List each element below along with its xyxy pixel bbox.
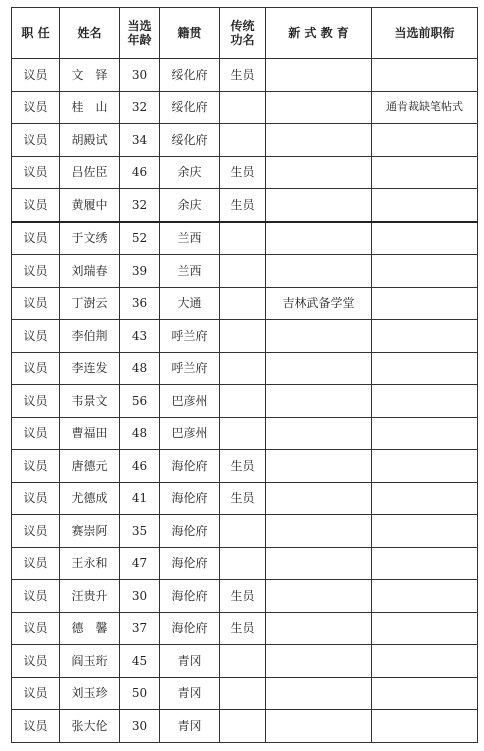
cell-education	[266, 515, 372, 548]
cell-name: 李连发	[60, 352, 120, 385]
cell-title: 生员	[220, 59, 266, 92]
cell-position: 议员	[12, 156, 60, 189]
cell-previous-post	[372, 547, 478, 580]
table-body	[12, 59, 478, 743]
cell-position: 议员	[12, 515, 60, 548]
table-header	[12, 8, 478, 59]
cell-title	[220, 710, 266, 743]
header-position: 职 任	[12, 8, 60, 59]
cell-name: 黄履中	[60, 189, 120, 222]
cell-age: 32	[120, 189, 160, 222]
cell-education	[266, 417, 372, 450]
cell-age: 32	[120, 91, 160, 124]
table-row	[12, 515, 478, 548]
cell-name: 尤德成	[60, 482, 120, 515]
cell-title	[220, 515, 266, 548]
cell-previous-post	[372, 417, 478, 450]
table-row	[12, 385, 478, 418]
cell-position: 议员	[12, 255, 60, 288]
cell-age: 41	[120, 482, 160, 515]
cell-education	[266, 255, 372, 288]
cell-name: 唐德元	[60, 450, 120, 483]
cell-origin: 海伦府	[160, 450, 220, 483]
cell-position: 议员	[12, 547, 60, 580]
table-row	[12, 287, 478, 320]
cell-position: 议员	[12, 710, 60, 743]
cell-origin: 余庆	[160, 189, 220, 222]
cell-previous-post	[372, 450, 478, 483]
cell-name: 阎玉珩	[60, 645, 120, 678]
cell-name: 曹福田	[60, 417, 120, 450]
cell-name: 胡殿试	[60, 124, 120, 157]
cell-origin: 巴彦州	[160, 385, 220, 418]
cell-origin: 巴彦州	[160, 417, 220, 450]
cell-age: 47	[120, 547, 160, 580]
cell-previous-post	[372, 482, 478, 515]
table-row	[12, 320, 478, 353]
cell-title: 生员	[220, 156, 266, 189]
cell-origin: 青冈	[160, 645, 220, 678]
table-row	[12, 417, 478, 450]
cell-name: 汪贵升	[60, 580, 120, 613]
cell-name: 文 铎	[60, 59, 120, 92]
cell-education	[266, 59, 372, 92]
cell-position: 议员	[12, 287, 60, 320]
header-title-line2: 功名	[230, 33, 255, 47]
cell-title	[220, 124, 266, 157]
header-row	[12, 8, 478, 59]
cell-title: 生员	[220, 189, 266, 222]
cell-previous-post	[372, 222, 478, 255]
cell-name: 王永和	[60, 547, 120, 580]
table-row	[12, 710, 478, 743]
cell-age: 48	[120, 417, 160, 450]
table-row	[12, 255, 478, 288]
cell-education	[266, 385, 372, 418]
header-origin: 籍贯	[160, 8, 220, 59]
table-row	[12, 450, 478, 483]
cell-origin: 海伦府	[160, 482, 220, 515]
cell-title	[220, 547, 266, 580]
cell-title	[220, 677, 266, 710]
cell-name: 刘瑞春	[60, 255, 120, 288]
cell-origin: 兰西	[160, 255, 220, 288]
cell-age: 34	[120, 124, 160, 157]
cell-previous-post	[372, 352, 478, 385]
cell-position: 议员	[12, 189, 60, 222]
cell-origin: 呼兰府	[160, 352, 220, 385]
cell-position: 议员	[12, 450, 60, 483]
cell-previous-post: 通肯裁缺笔帖式	[372, 91, 478, 124]
header-title-line1: 传统	[230, 19, 255, 33]
cell-previous-post	[372, 124, 478, 157]
cell-previous-post	[372, 189, 478, 222]
cell-previous-post	[372, 612, 478, 645]
cell-position: 议员	[12, 91, 60, 124]
cell-education	[266, 320, 372, 353]
cell-education	[266, 580, 372, 613]
cell-position: 议员	[12, 59, 60, 92]
cell-name: 刘玉珍	[60, 677, 120, 710]
cell-previous-post	[372, 320, 478, 353]
cell-education	[266, 222, 372, 255]
cell-previous-post	[372, 59, 478, 92]
table-row	[12, 482, 478, 515]
cell-name: 于文绣	[60, 222, 120, 255]
cell-origin: 绥化府	[160, 59, 220, 92]
cell-origin: 呼兰府	[160, 320, 220, 353]
cell-title	[220, 320, 266, 353]
cell-previous-post	[372, 255, 478, 288]
cell-age: 30	[120, 710, 160, 743]
member-table	[11, 7, 478, 743]
cell-title	[220, 385, 266, 418]
table-row	[12, 189, 478, 222]
table-row	[12, 580, 478, 613]
cell-origin: 海伦府	[160, 612, 220, 645]
cell-education	[266, 677, 372, 710]
cell-position: 议员	[12, 677, 60, 710]
cell-age: 56	[120, 385, 160, 418]
cell-previous-post	[372, 287, 478, 320]
table-row	[12, 612, 478, 645]
cell-title: 生员	[220, 450, 266, 483]
cell-origin: 海伦府	[160, 515, 220, 548]
cell-title	[220, 645, 266, 678]
cell-age: 30	[120, 580, 160, 613]
cell-position: 议员	[12, 352, 60, 385]
cell-education	[266, 189, 372, 222]
header-previous-post: 当选前职衔	[372, 8, 478, 59]
cell-age: 37	[120, 612, 160, 645]
cell-origin: 海伦府	[160, 547, 220, 580]
cell-age: 43	[120, 320, 160, 353]
table-row	[12, 352, 478, 385]
cell-education: 吉林武备学堂	[266, 287, 372, 320]
cell-age: 52	[120, 222, 160, 255]
header-age-line2: 年龄	[127, 33, 152, 47]
cell-title	[220, 287, 266, 320]
cell-previous-post	[372, 580, 478, 613]
cell-education	[266, 547, 372, 580]
cell-position: 议员	[12, 580, 60, 613]
cell-education	[266, 450, 372, 483]
cell-age: 50	[120, 677, 160, 710]
cell-name: 吕佐臣	[60, 156, 120, 189]
cell-education	[266, 124, 372, 157]
cell-education	[266, 482, 372, 515]
table-row	[12, 677, 478, 710]
header-age	[120, 8, 160, 59]
cell-position: 议员	[12, 645, 60, 678]
cell-title	[220, 255, 266, 288]
cell-name: 桂 山	[60, 91, 120, 124]
cell-origin: 余庆	[160, 156, 220, 189]
cell-previous-post	[372, 515, 478, 548]
table-row	[12, 222, 478, 255]
page	[11, 7, 478, 743]
cell-title	[220, 417, 266, 450]
cell-position: 议员	[12, 385, 60, 418]
cell-education	[266, 91, 372, 124]
cell-title: 生员	[220, 612, 266, 645]
table-row	[12, 59, 478, 92]
cell-age: 48	[120, 352, 160, 385]
cell-education	[266, 612, 372, 645]
cell-origin: 兰西	[160, 222, 220, 255]
cell-previous-post	[372, 710, 478, 743]
cell-origin: 绥化府	[160, 124, 220, 157]
cell-education	[266, 645, 372, 678]
cell-age: 46	[120, 156, 160, 189]
cell-name: 李伯荆	[60, 320, 120, 353]
header-name: 姓名	[60, 8, 120, 59]
cell-name: 德 馨	[60, 612, 120, 645]
cell-position: 议员	[12, 222, 60, 255]
cell-origin: 绥化府	[160, 91, 220, 124]
table-row	[12, 124, 478, 157]
header-education: 新 式 教 育	[266, 8, 372, 59]
cell-title: 生员	[220, 580, 266, 613]
cell-previous-post	[372, 385, 478, 418]
cell-position: 议员	[12, 417, 60, 450]
table-row	[12, 156, 478, 189]
cell-previous-post	[372, 677, 478, 710]
cell-title	[220, 222, 266, 255]
cell-age: 39	[120, 255, 160, 288]
cell-title: 生员	[220, 482, 266, 515]
cell-education	[266, 352, 372, 385]
cell-name: 丁澍云	[60, 287, 120, 320]
cell-position: 议员	[12, 124, 60, 157]
header-age-line1: 当选	[127, 19, 152, 33]
cell-name: 张大伦	[60, 710, 120, 743]
cell-education	[266, 156, 372, 189]
table-row	[12, 645, 478, 678]
cell-title	[220, 352, 266, 385]
cell-origin: 大通	[160, 287, 220, 320]
table-row	[12, 547, 478, 580]
cell-age: 46	[120, 450, 160, 483]
cell-age: 45	[120, 645, 160, 678]
cell-origin: 青冈	[160, 677, 220, 710]
cell-origin: 青冈	[160, 710, 220, 743]
cell-education	[266, 710, 372, 743]
header-title	[220, 8, 266, 59]
cell-position: 议员	[12, 482, 60, 515]
cell-age: 35	[120, 515, 160, 548]
cell-previous-post	[372, 645, 478, 678]
cell-origin: 海伦府	[160, 580, 220, 613]
cell-position: 议员	[12, 612, 60, 645]
cell-age: 30	[120, 59, 160, 92]
cell-previous-post	[372, 156, 478, 189]
cell-position: 议员	[12, 320, 60, 353]
cell-title	[220, 91, 266, 124]
cell-name: 韦景文	[60, 385, 120, 418]
table-row	[12, 91, 478, 124]
cell-name: 赛崇阿	[60, 515, 120, 548]
cell-age: 36	[120, 287, 160, 320]
